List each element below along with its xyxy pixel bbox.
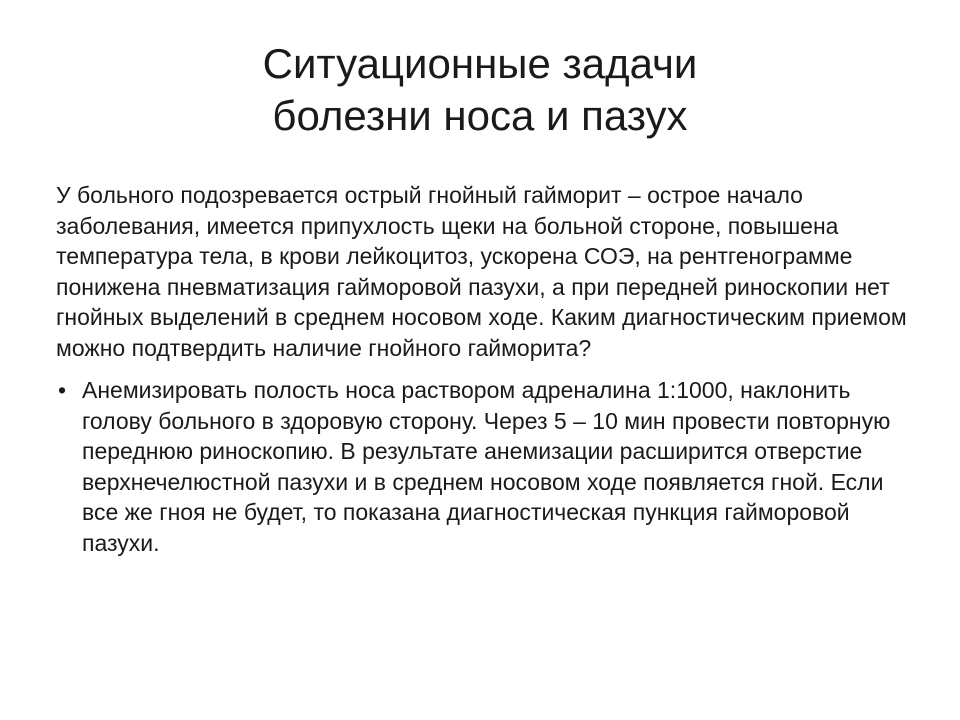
answer-list: [56, 375, 916, 558]
slide-title-line-2: болезни носа и пазух: [272, 92, 688, 139]
slide-body: [56, 180, 916, 558]
slide-title: [0, 38, 960, 142]
bullet-icon: •: [58, 377, 67, 403]
answer-item: [56, 375, 916, 558]
answer-text: Анемизировать полость носа раствором адреналина 1:1000, наклонить голову больного в здоровую сторону. Через 5 – 10 мин провести повторную переднюю риноскопию. В результате анемизации расширится отверстие верхнечелюстной пазухи и в среднем носовом ходе появляется гной. Если все же гноя не будет, то показана диагностическая пункция гайморовой пазухи.: [82, 377, 891, 556]
question-paragraph: У больного подозревается острый гнойный гайморит – острое начало заболевания, имеется припухлость щеки на больной стороне, повышена температура тела, в крови лейкоцитоз, ускорена СОЭ, на рентгенограмме понижена пневматизация гайморовой пазухи, а при передней риноскопии нет гнойных выделений в среднем носовом ходе. Каким диагностическим приемом можно подтвердить наличие гнойного гайморита?: [56, 182, 907, 361]
slide-title-line-1: Ситуационные задачи: [262, 40, 698, 87]
